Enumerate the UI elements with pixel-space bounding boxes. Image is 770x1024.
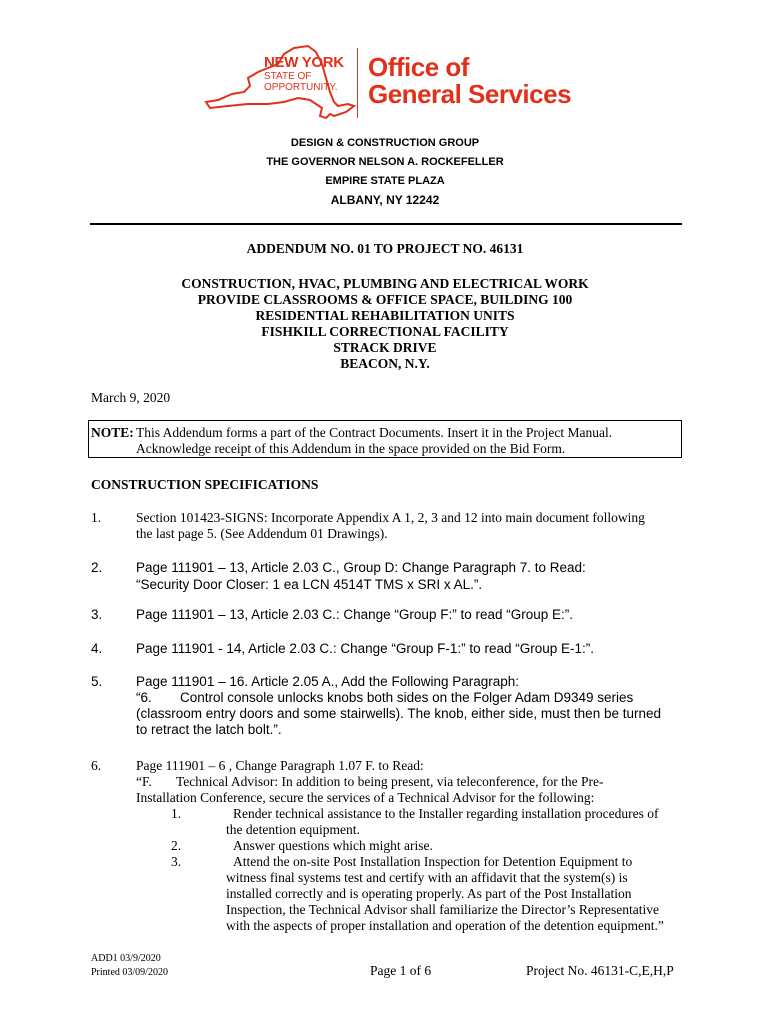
header-line-4: ALBANY, NY 12242: [330, 193, 440, 207]
nys-line-2: STATE OF: [264, 71, 312, 82]
item-5-line-3: (classroom entry doors and some stairwells). The knob, either side, must then be turned: [136, 706, 661, 721]
item-1-line-1: Section 101423-SIGNS: Incorporate Appendix A 1, 2, 3 and 12 into main document following: [136, 510, 645, 525]
project-title-line-2: PROVIDE CLASSROOMS & OFFICE SPACE, BUILDING 100: [197, 292, 573, 307]
subitem-3-line-4: Inspection, the Technical Advisor shall familiarize the Director’s Representative: [226, 902, 660, 917]
item-2-line-2: “Security Door Closer: 1 ea LCN 4514T TMS x SRI x AL.”.: [136, 577, 483, 592]
addendum-title: ADDENDUM NO. 01 TO PROJECT NO. 46131: [246, 241, 524, 256]
item-4-number: 4.: [91, 641, 103, 656]
subitem-3-line-1: Attend the on-site Post Installation Inspection for Detention Equipment to: [233, 854, 633, 869]
ogs-line-1: Office of: [368, 52, 469, 82]
subitem-2-number: 2.: [171, 838, 182, 853]
subitem-2-line-1: Answer questions which might arise.: [233, 838, 433, 853]
header-line-1: DESIGN & CONSTRUCTION GROUP: [290, 137, 480, 149]
document-date: March 9, 2020: [91, 390, 171, 405]
item-6-number: 6.: [91, 758, 102, 773]
item-6-quote-letter: “F.: [136, 774, 152, 789]
footer-project-number: Project No. 46131-C,E,H,P: [526, 963, 674, 978]
header-rule: [90, 223, 682, 225]
item-6-line-1: Page 111901 – 6 , Change Paragraph 1.07 F. to Read:: [136, 758, 424, 773]
note-line-2: Acknowledge receipt of this Addendum in the space provided on the Bid Form.: [136, 441, 566, 456]
project-title-line-6: BEACON, N.Y.: [340, 356, 430, 371]
subitem-3-line-5: with the aspects of proper installation and operation of the detention equipment.”: [226, 918, 664, 933]
item-5-line-1: Page 111901 – 16. Article 2.05 A., Add the Following Paragraph:: [136, 674, 520, 689]
ogs-wordmark: [368, 54, 571, 108]
project-title-line-3: RESIDENTIAL REHABILITATION UNITS: [255, 308, 515, 323]
project-title-line-5: STRACK DRIVE: [333, 340, 437, 355]
project-title-line-1: CONSTRUCTION, HVAC, PLUMBING AND ELECTRICAL WORK: [181, 276, 589, 291]
footer-printed-date: Printed 03/09/2020: [91, 967, 168, 978]
item-6-line-3: Installation Conference, secure the services of a Technical Advisor for the following:: [136, 790, 595, 805]
item-5-line-4: to retract the latch bolt.”.: [136, 722, 282, 737]
item-1-number: 1.: [91, 510, 102, 525]
subitem-3-number: 3.: [171, 854, 182, 869]
item-1-line-2: the last page 5. (See Addendum 01 Drawings).: [136, 526, 388, 541]
nys-line-3: OPPORTUNITY.: [264, 82, 338, 93]
item-3-line-1: Page 111901 – 13, Article 2.03 C.: Change “Group F:” to read “Group E:”.: [136, 607, 573, 622]
nys-line-1: NEW YORK: [264, 54, 344, 71]
item-4-line-1: Page 111901 - 14, Article 2.03 C.: Change “Group F-1:” to read “Group E-1:”.: [136, 641, 594, 656]
project-title-line-4: FISHKILL CORRECTIONAL FACILITY: [261, 324, 509, 339]
subitem-1-number: 1.: [171, 806, 182, 821]
item-3-number: 3.: [91, 607, 103, 622]
header-line-2: THE GOVERNOR NELSON A. ROCKEFELLER: [266, 156, 504, 168]
note-label: NOTE:: [91, 425, 134, 440]
section-heading: CONSTRUCTION SPECIFICATIONS: [91, 477, 319, 492]
item-5-line-2: Control console unlocks knobs both sides on the Folger Adam D9349 series: [180, 690, 634, 705]
nys-wordmark: [264, 55, 344, 93]
footer-add-date: ADD1 03/9/2020: [91, 953, 161, 964]
note-line-1: This Addendum forms a part of the Contract Documents. Insert it in the Project Manual.: [136, 425, 613, 440]
subitem-3-line-2: witness final systems test and certify with an affidavit that the system(s) is: [226, 870, 628, 885]
footer-page-number: Page 1 of 6: [370, 963, 432, 978]
logo-divider: [357, 48, 358, 118]
item-6-line-2: Technical Advisor: In addition to being present, via teleconference, for the Pre-: [176, 774, 604, 789]
item-5-number: 5.: [91, 674, 103, 689]
item-2-line-1: Page 111901 – 13, Article 2.03 C., Group D: Change Paragraph 7. to Read:: [136, 560, 586, 575]
subitem-1-line-1: Render technical assistance to the Installer regarding installation procedures of: [233, 806, 659, 821]
item-5-quote-number: “6.: [136, 690, 152, 705]
item-2-number: 2.: [91, 560, 103, 575]
subitem-1-line-2: the detention equipment.: [226, 822, 360, 837]
subitem-3-line-3: installed correctly and is operating properly. As part of the Post Installation: [226, 886, 632, 901]
header-line-3: EMPIRE STATE PLAZA: [325, 175, 445, 187]
ogs-line-2: General Services: [368, 79, 572, 109]
